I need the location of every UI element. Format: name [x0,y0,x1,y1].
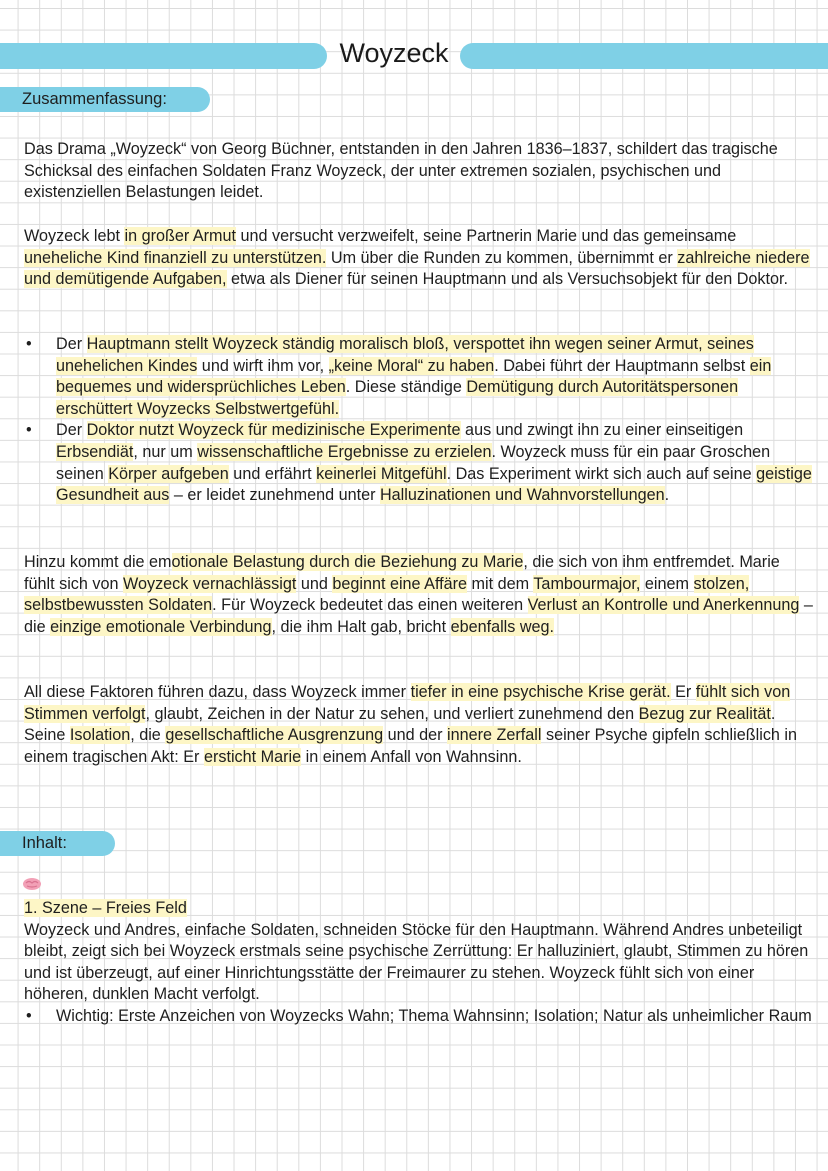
highlight: Halluzinationen und Wahnvorstellungen [379,486,665,505]
section-label-summary: Zusammenfassung: [0,87,210,112]
section-label-content: Inhalt: [0,831,115,856]
text-span: in einem Anfall von Wahnsinn. [301,747,522,766]
highlight: einzige emotionale Verbindung [50,617,272,636]
highlight: ersticht Marie [203,747,302,766]
highlight: beginnt eine Affäre [332,574,468,593]
text-span: einem [640,574,694,593]
highlight: Woyzeck vernachlässigt [122,574,297,593]
highlight: in großer Armut [124,227,237,245]
text-span: Der [56,421,87,440]
highlight: Tambourmajor, [533,574,641,593]
text-span: – er leidet zunehmend unter [169,486,380,505]
highlight: wissenschaftliche Ergebnisse zu erzielen [197,442,492,461]
text-span: . [664,486,670,505]
bullet-hauptmann [24,334,814,420]
scene-1-text: Woyzeck und Andres, einfache Soldaten, schneiden Stöcke für den Hauptmann. Während Andres unbeteiligt bleibt, zeigt sich bei Woyzeck erstmals seine psychische Zerrüttung: Er halluziniert, glaubt, Stimmen zu hören und ist überzeugt, auf einer Hinrichtungsstätte der Freimaurer zu stehen. Woyzeck fühlt sich von einer höheren, dunklen Macht verfolgt. [24,920,809,1004]
text-span: Er [670,683,696,701]
text-span: . Seine [24,704,776,745]
title-bar-right [460,43,828,69]
highlight: tiefer in eine psychische Krise gerät. [410,683,671,701]
text-span: und versucht verzweifelt, seine Partnerin Marie und das gemeinsame [236,227,737,245]
text-span: aus und zwingt ihn zu einer einseitigen [460,421,744,440]
summary-paragraph-3 [24,552,814,638]
page-title: Woyzeck [339,38,449,68]
scene-1-bullet: • Wichtig: Erste Anzeichen von Woyzecks Wahn; Thema Wahnsinn; Isolation; Natur als unheimlicher Raum [24,1006,814,1028]
text-span: – die [24,596,813,636]
highlight: Körper aufgeben [108,464,229,483]
highlight: ebenfalls weg. [450,617,555,636]
text-span: , die ihm Halt gab, bricht [271,617,451,636]
text-span: etwa als Diener für seinen Hauptmann und als Versuchsobjekt für den Doktor. [226,270,789,289]
highlight: „keine Moral“ zu haben [328,356,495,375]
brain-icon [22,877,42,891]
text-span: . Für Woyzeck bedeutet das einen weiteren [212,596,528,615]
highlight: Demütigung durch Autoritätspersonen erschüttert Woyzecks Selbstwertgefühl. [56,378,739,418]
highlight: keinerlei Mitgefühl [316,464,447,483]
bullet-doktor [24,420,814,506]
text-span: und erfährt [228,464,317,483]
highlight: fühlt sich von Stimmen verfolgt [24,683,791,723]
text-span: . Diese ständige [345,378,467,397]
highlight: Doktor nutzt Woyzeck für medizinische Experimente [86,421,461,440]
text-span: , die [130,726,166,745]
text-span: Hinzu kommt die em [24,553,172,571]
text-span: und wirft ihm vor, [197,356,329,375]
highlight: gesellschaftliche Ausgrenzung [165,726,384,745]
text-span: seiner Psyche gipfeln schließlich in einem tragischen Akt: Er [24,726,798,766]
highlight: innere Zerfall [447,726,542,745]
summary-paragraph-1: Das Drama „Woyzeck“ von Georg Büchner, entstanden in den Jahren 1836–1837, schildert das tragische Schicksal des einfachen Soldaten Franz Woyzeck, der unter extremen sozialen, psychischen und existenziellen Belastungen leidet. [24,140,778,202]
scene-1-title [24,898,814,920]
summary-bullet-list [24,334,814,507]
text-span: . Dabei führt der Hauptmann selbst [494,356,750,375]
text-span: und der [383,726,447,745]
text-span: , nur um [133,442,198,461]
highlight: stolzen, selbstbewussten Soldaten [24,574,750,615]
text-span: . Das Experiment wirkt sich auch auf seine [446,464,757,483]
highlight: geistige Gesundheit aus [56,464,812,505]
summary-paragraph-2 [24,226,814,291]
summary-paragraph-4 [24,682,814,768]
highlight: zahlreiche niedere und demütigende Aufgaben, [24,248,810,289]
highlight: Verlust an Kontrolle und Anerkennung [527,596,800,615]
highlight: uneheliche Kind finanziell zu unterstützen. [24,248,327,267]
highlight: Erbsendiät [56,442,134,461]
text-span: , glaubt, Zeichen in der Natur zu sehen, und verliert zunehmend den [145,704,639,723]
text-span: . Woyzeck muss für ein paar Groschen seinen [56,442,771,483]
highlight: Bezug zur Realität [638,704,771,723]
text-span: Der [56,335,87,353]
text-span: All diese Faktoren führen dazu, dass Woyzeck immer [24,683,411,701]
text-span: mit dem [467,574,534,593]
highlight: Hauptmann stellt Woyzeck ständig moralisch bloß, verspottet ihn wegen seiner Armut, seines unehelichen Kindes [56,335,754,375]
text-span: Woyzeck lebt [24,227,125,245]
scene-1 [24,898,814,1028]
highlight: ein bequemes und widersprüchliches Leben [56,356,772,397]
title-bar-left [0,43,327,69]
text-span: und [296,574,333,593]
text-span: Um über die Runden zu kommen, übernimmt er [326,248,678,267]
highlight: Isolation [69,726,131,745]
highlight: 1. Szene – Freies Feld [24,899,187,917]
highlight: otionale Belastung durch die Beziehung zu Marie [171,553,524,571]
text-span: , die sich von ihm entfremdet. Marie fühlt sich von [24,553,780,593]
